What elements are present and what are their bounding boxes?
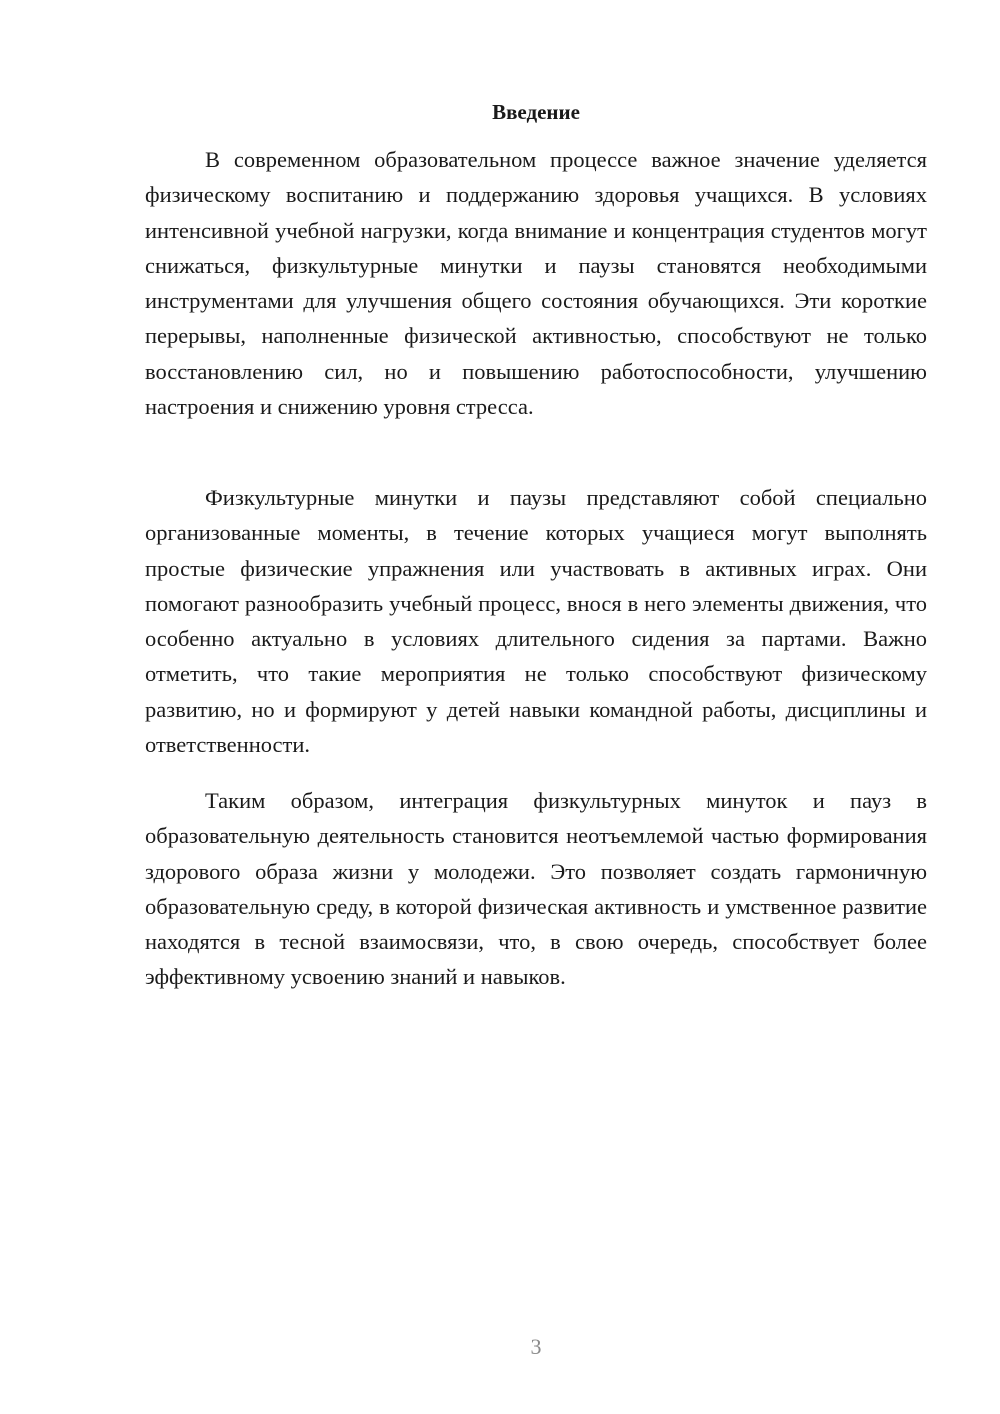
page-number: 3: [530, 1334, 542, 1359]
page-heading: Введение: [492, 100, 580, 124]
paragraph: Таким образом, интеграция физкультурных минуток и пауз в образовательную деятельность становится неотъемлемой частью формирования здорового образа жизни у молодежи. Это позволяет создать гармоничную образовательную среду, в которой физическая активность и умственное развитие находятся в тесной взаимосвязи, что, в свою очередь, способствует более эффективному усвоению знаний и навыков.: [145, 788, 927, 990]
paragraph: Физкультурные минутки и паузы представляют собой специально организованные моменты, в течение которых учащиеся могут выполнять простые физические упражнения или участвовать в активных играх. Они помогают разнообразить учебный процесс, внося в него элементы движения, что особенно актуально в условиях длительного сидения за партами. Важно отметить, что такие мероприятия не только способствуют физическому развитию, но и формируют у детей навыки командной работы, дисциплины и ответственности.: [145, 485, 927, 758]
paragraph: В современном образовательном процессе важное значение уделяется физическому воспитанию и поддержанию здоровья учащихся. В условиях интенсивной учебной нагрузки, когда внимание и концентрация студентов могут снижаться, физкультурные минутки и паузы становятся необходимыми инструментами для улучшения общего состояния обучающихся. Эти короткие перерывы, наполненные физической активностью, способствуют не только восстановлению сил, но и повышению работоспособности, улучшению настроения и снижению уровня стресса.: [145, 147, 927, 420]
